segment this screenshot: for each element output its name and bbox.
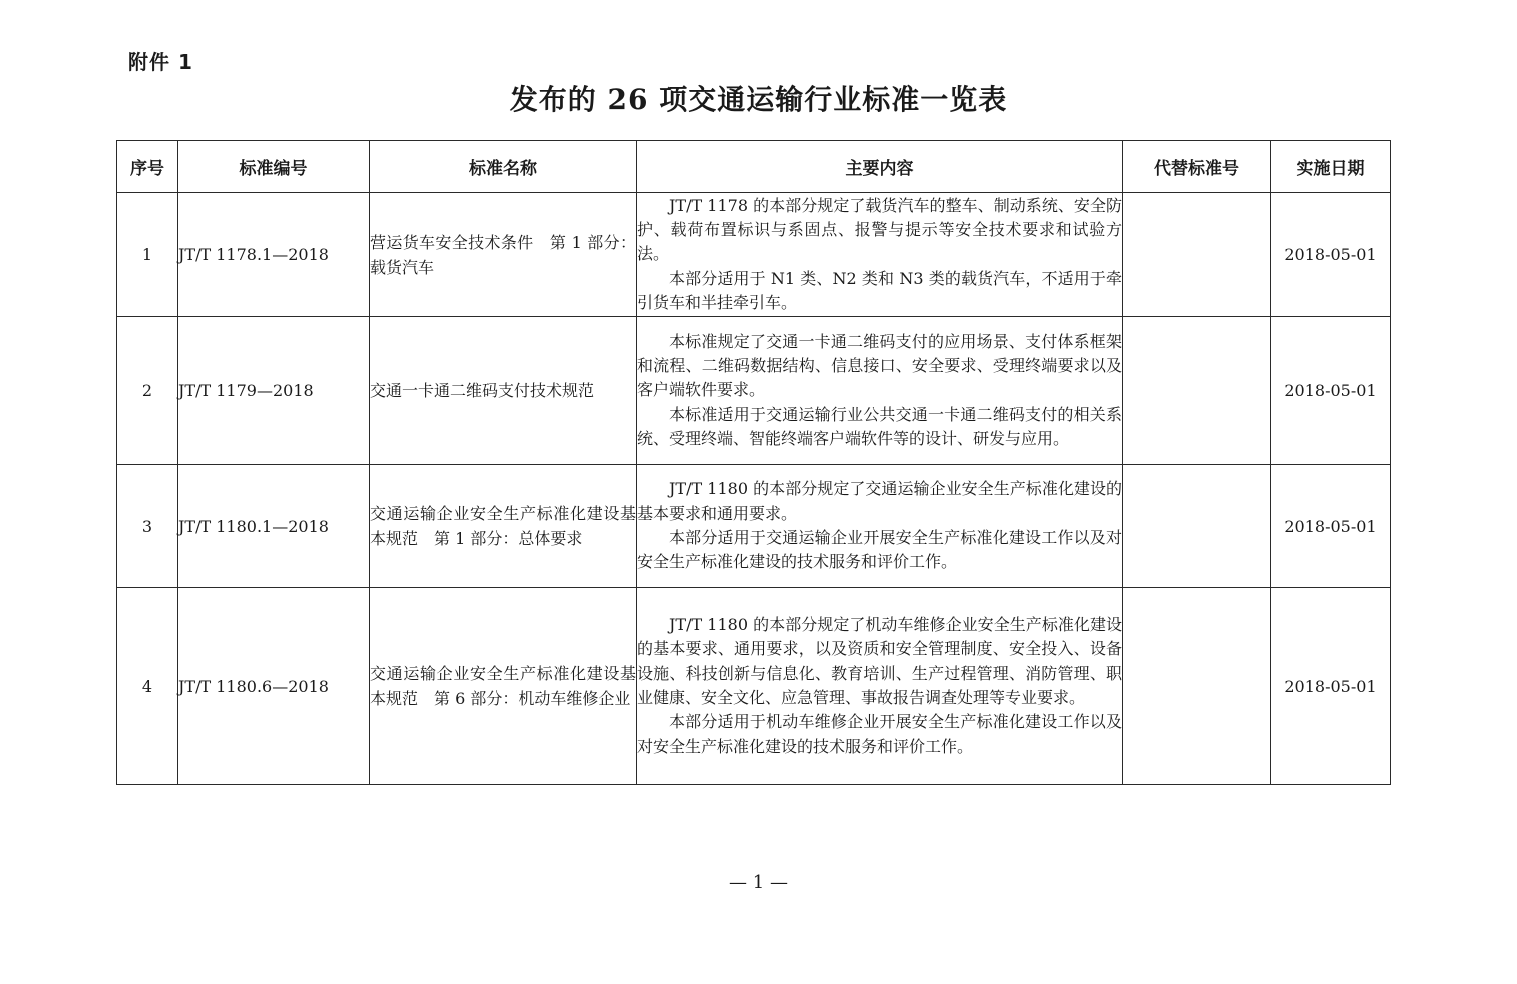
table-row: [117, 588, 1391, 785]
header-no: 序号: [117, 141, 178, 193]
cell-content: [637, 193, 1123, 317]
table-header-row: [117, 141, 1391, 193]
content-paragraph: 本部分适用于机动车维修企业开展安全生产标准化建设工作以及对安全生产标准化建设的技术服务和评价工作。: [637, 712, 1122, 756]
cell-content: [637, 317, 1123, 465]
cell-no: 2: [117, 317, 178, 465]
cell-code: JT/T 1180.1—2018: [178, 465, 370, 588]
cell-code: JT/T 1178.1—2018: [178, 193, 370, 317]
table-row: [117, 193, 1391, 317]
header-content: 主要内容: [637, 141, 1123, 193]
cell-date: 2018-05-01: [1271, 317, 1391, 465]
content-paragraph: JT/T 1180 的本部分规定了交通运输企业安全生产标准化建设的基本要求和通用要求。: [637, 479, 1122, 523]
standards-table: [116, 140, 1391, 785]
cell-name: 交通运输企业安全生产标准化建设基本规范 第 6 部分：机动车维修企业: [370, 588, 637, 785]
cell-no: 4: [117, 588, 178, 785]
cell-content: [637, 465, 1123, 588]
cell-name: 交通运输企业安全生产标准化建设基本规范 第 1 部分：总体要求: [370, 465, 637, 588]
cell-content: [637, 588, 1123, 785]
cell-no: 1: [117, 193, 178, 317]
cell-date: 2018-05-01: [1271, 193, 1391, 317]
cell-replaces: [1123, 588, 1271, 785]
cell-code: JT/T 1179—2018: [178, 317, 370, 465]
cell-name: 营运货车安全技术条件 第 1 部分：载货汽车: [370, 193, 637, 317]
cell-replaces: [1123, 465, 1271, 588]
header-replaces: 代替标准号: [1123, 141, 1271, 193]
cell-date: 2018-05-01: [1271, 465, 1391, 588]
content-paragraph: 本标准规定了交通一卡通二维码支付的应用场景、支付体系框架和流程、二维码数据结构、信息接口、安全要求、受理终端要求以及客户端软件要求。: [637, 331, 1122, 400]
cell-code: JT/T 1180.6—2018: [178, 588, 370, 785]
header-code: 标准编号: [178, 141, 370, 193]
content-paragraph: JT/T 1178 的本部分规定了载货汽车的整车、制动系统、安全防护、载荷布置标识与系固点、报警与提示等安全技术要求和试验方法。: [637, 195, 1122, 264]
content-paragraph: 本标准适用于交通运输行业公共交通一卡通二维码支付的相关系统、受理终端、智能终端客户端软件等的设计、研发与应用。: [637, 404, 1122, 448]
cell-date: 2018-05-01: [1271, 588, 1391, 785]
cell-no: 3: [117, 465, 178, 588]
cell-replaces: [1123, 317, 1271, 465]
content-paragraph: 本部分适用于交通运输企业开展安全生产标准化建设工作以及对安全生产标准化建设的技术服务和评价工作。: [637, 528, 1122, 572]
cell-name: 交通一卡通二维码支付技术规范: [370, 317, 637, 465]
header-name: 标准名称: [370, 141, 637, 193]
page-title: 发布的 26 项交通运输行业标准一览表: [509, 83, 1008, 116]
header-date: 实施日期: [1271, 141, 1391, 193]
cell-replaces: [1123, 193, 1271, 317]
table-row: [117, 317, 1391, 465]
page-number: — 1 —: [729, 872, 788, 893]
table-row: [117, 465, 1391, 588]
attachment-label: 附件 1: [128, 50, 193, 74]
content-paragraph: JT/T 1180 的本部分规定了机动车维修企业安全生产标准化建设的基本要求、通用要求，以及资质和安全管理制度、安全投入、设备设施、科技创新与信息化、教育培训、生产过程管理、消防管理、职业健康、安全文化、应急管理、事故报告调查处理等专业要求。: [637, 615, 1122, 707]
content-paragraph: 本部分适用于 N1 类、N2 类和 N3 类的载货汽车，不适用于牵引货车和半挂牵引车。: [637, 268, 1122, 312]
